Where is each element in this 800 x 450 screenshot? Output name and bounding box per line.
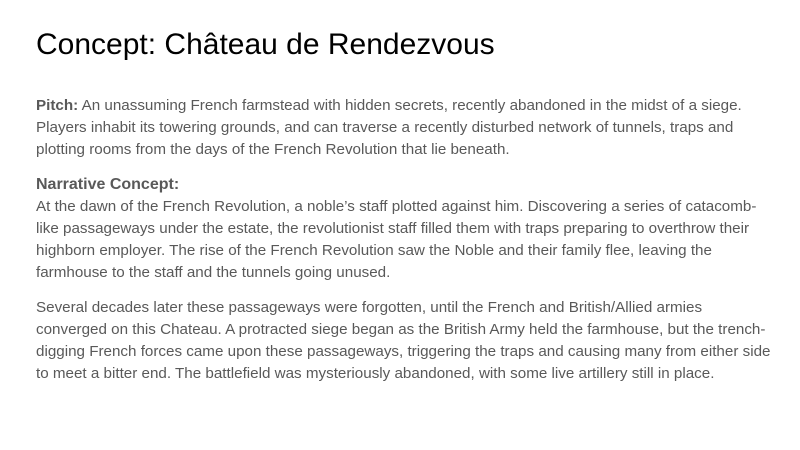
page-title: Concept: Château de Rendezvous — [36, 28, 495, 61]
pitch-paragraph — [36, 95, 776, 161]
narrative-heading: Narrative Concept: — [36, 176, 180, 193]
spacer — [36, 284, 776, 297]
slide-body — [36, 95, 776, 385]
pitch-text: An unassuming French farmstead with hidden secrets, recently abandoned in the midst of a siege. Players inhabit its towering grounds, and can traverse a recently disturbed network of tunnels, traps and plotting rooms from the days of the French Revolution that lie beneath. — [36, 97, 742, 158]
narrative-paragraph — [36, 174, 776, 284]
narrative-text-2: Several decades later these passageways were forgotten, until the French and British/Allied armies converged on this Chateau. A protracted siege began as the British Army held the farmhouse, but the trench-digging French forces came upon these passageways, triggering the traps and causing many from either side to meet a bitter end. The battlefield was mysteriously abandoned, with some live artillery still in place. — [36, 299, 771, 382]
pitch-label: Pitch: — [36, 97, 79, 114]
narrative-text-1: At the dawn of the French Revolution, a noble’s staff plotted against him. Discovering a series of catacomb-like passageways under the estate, the revolutionist staff filled them with traps preparing to overthrow their highborn employer. The rise of the French Revolution saw the Noble and their family flee, leaving the farmhouse to the staff and the tunnels going unused. — [36, 198, 757, 281]
spacer — [36, 161, 776, 174]
